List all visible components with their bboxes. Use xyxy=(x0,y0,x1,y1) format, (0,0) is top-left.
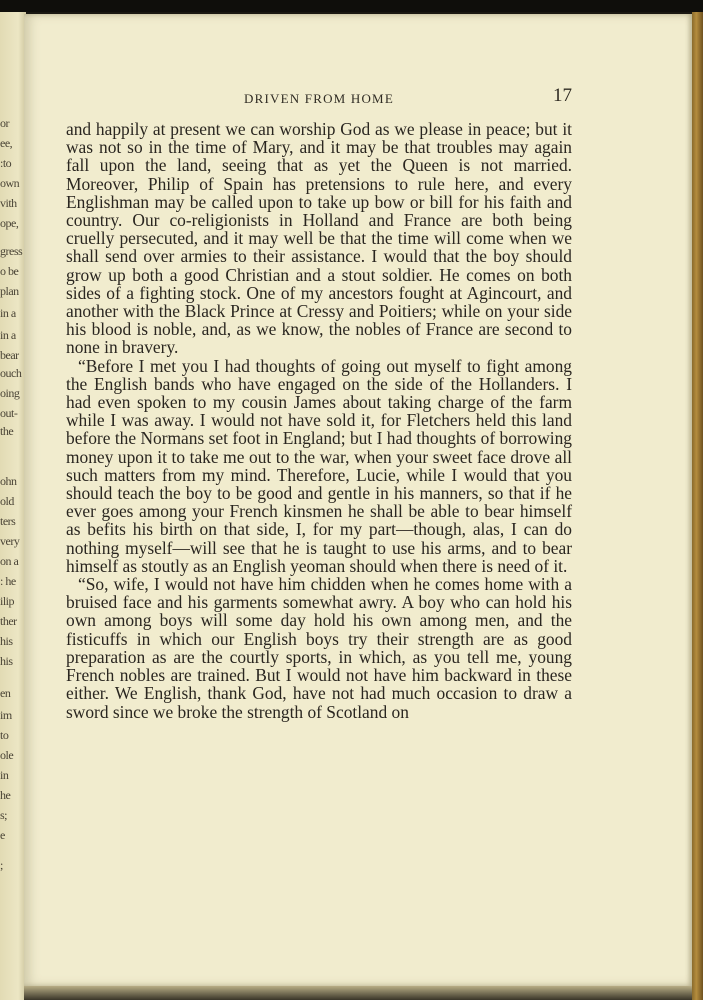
prev-page-fragment: vith xyxy=(0,196,17,210)
prev-page-fragment: ters xyxy=(0,514,16,528)
prev-page-fragment: on a xyxy=(0,554,19,568)
prev-page-fragment: :to xyxy=(0,156,12,170)
prev-page-fragment: im xyxy=(0,708,12,722)
running-head: DRIVEN FROM HOME xyxy=(244,91,394,106)
page-header xyxy=(66,85,572,113)
book-edge-right xyxy=(692,12,703,1000)
prev-page-fragment: bear xyxy=(0,348,19,362)
prev-page-fragment: ole xyxy=(0,748,14,762)
prev-page-fragment: his xyxy=(0,654,13,668)
prev-page-fragment: very xyxy=(0,534,20,548)
prev-page-fragment: o be xyxy=(0,264,19,278)
prev-page-fragment: or xyxy=(0,116,9,130)
prev-page-fragment: s; xyxy=(0,808,8,822)
book-edge-bottom xyxy=(24,986,692,1000)
prev-page-fragment: gress xyxy=(0,244,23,258)
paragraph: “So, wife, I would not have him chidden when he comes home with a bruised face and his garments somewhat awry. A boy who can hold his own among boys will some day hold his own among men, and the fisticuffs in which our English boys try their strength are as good preparation as are the courtly sports, in which, as you tell me, young French nobles are trained. But I would not have him backward in these either. We English, thank God, have not had much occasion to draw a sword since we broke the strength of Scotland on xyxy=(66,574,572,722)
scan-top-edge xyxy=(0,0,703,12)
prev-page-fragment: en xyxy=(0,686,11,700)
body-text xyxy=(66,120,572,721)
prev-page-fragment: in a xyxy=(0,306,16,320)
prev-page-fragment: ther xyxy=(0,614,17,628)
prev-page-fragment: plan xyxy=(0,284,19,298)
prev-page-fragment: own xyxy=(0,176,20,190)
prev-page-fragment: e xyxy=(0,828,5,842)
prev-page-fragment: he xyxy=(0,788,11,802)
prev-page-fragment: : he xyxy=(0,574,16,588)
prev-page-fragment: out- xyxy=(0,406,18,420)
paragraph: “Before I met you I had thoughts of going out myself to fight among the English bands who have engaged on the side of the Hollanders. I had even spoken to my cousin James about taking charge of the farm while I was away. I would not have sold it, for Fletchers held this land before the Normans set foot in England; but I had thoughts of borrowing money upon it to take me out to the war, when your sweet face drove all such matters from my mind. Therefore, Lucie, while I would that you should teach the boy to be good and gentle in his manners, so that if he ever goes among your French kinsmen he shall be able to bear himself as befits his birth on that side, I, for my part—though, alas, I can do nothing myself—will see that he is taught to use his arms, and to bear himself as stoutly as an English yeoman should when there is need of it. xyxy=(66,355,572,576)
prev-page-fragment: ohn xyxy=(0,474,17,488)
page-number: 17 xyxy=(553,85,572,106)
prev-page-fragment: ope, xyxy=(0,216,19,230)
prev-page-fragment: in a xyxy=(0,328,16,342)
paragraph: and happily at present we can worship God as we please in peace; but it was not so in the time of Mary, and it may be that troubles may again fall upon the land, seeing that as yet the Queen is not married. Moreover, Philip of Spain has pretensions to rule here, and every Englishman may be called upon to take up bow or bill for his faith and country. Our co-religionists in Holland and France are both being cruelly persecuted, and it may well be that the time will come when we shall send over armies to their assistance. I would that the boy should grow up both a good Christian and a stout soldier. He comes on both sides of a fighting stock. One of my ancestors fought at Agincourt, and another with the Black Prince at Cressy and Poitiers; while on your side his blood is noble, and, as we know, the nobles of France are second to none in bravery. xyxy=(66,119,572,358)
prev-page-fragment: the xyxy=(0,424,14,438)
prev-page-fragment: oing xyxy=(0,386,20,400)
prev-page-fragment: ilip xyxy=(0,594,15,608)
prev-page-fragment: ee, xyxy=(0,136,13,150)
prev-page-fragment: in xyxy=(0,768,9,782)
prev-page-fragment: his xyxy=(0,634,13,648)
previous-page-edge xyxy=(0,12,26,1000)
prev-page-fragment: old xyxy=(0,494,14,508)
prev-page-fragment: ouch xyxy=(0,366,22,380)
prev-page-fragment: to xyxy=(0,728,9,742)
prev-page-fragment: ; xyxy=(0,858,3,872)
